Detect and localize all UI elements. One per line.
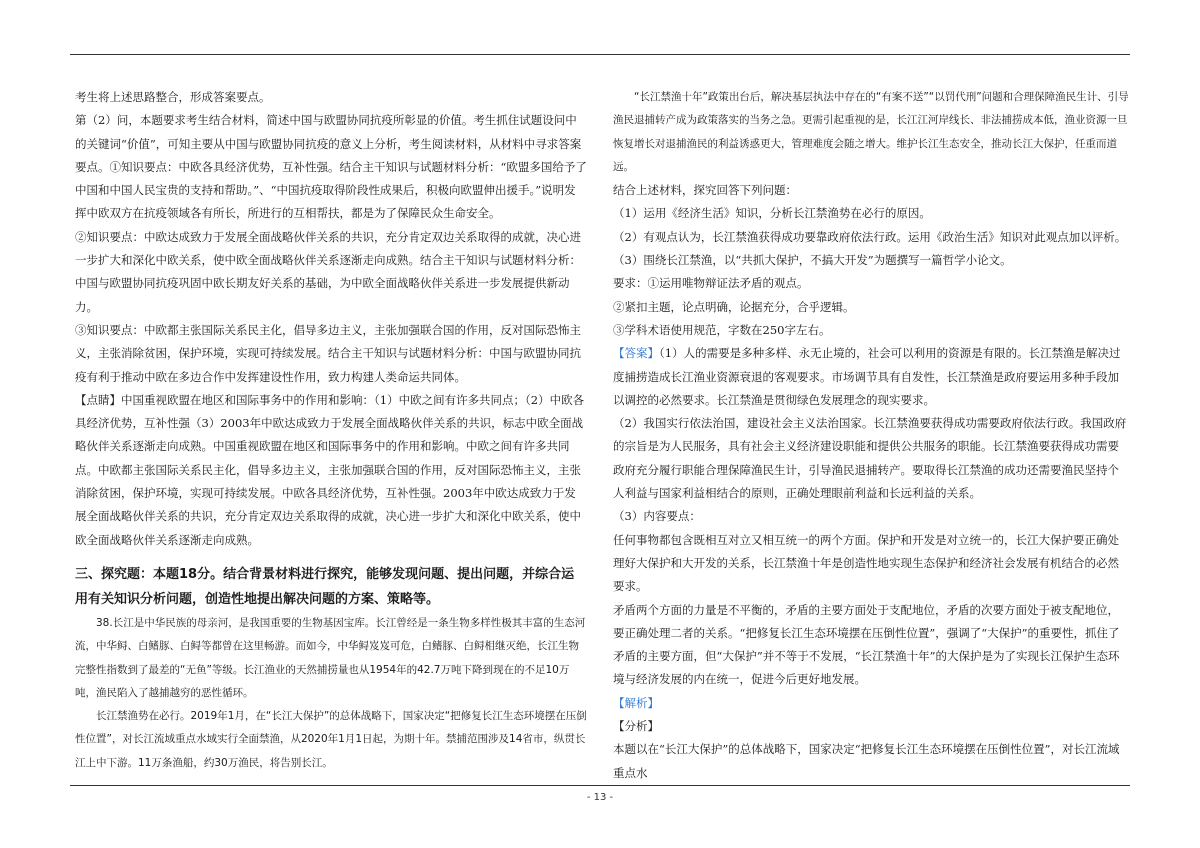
paragraph: 本题以在“长江大保护”的总体战略下，国家决定“把修复长江生态环境摆在压倒性位置”，对长江流域重点水: [613, 742, 1120, 780]
footer-rule: [70, 785, 1130, 786]
paragraph: 结合上述材料，探究回答下列问题：: [613, 183, 797, 198]
right-column: [613, 86, 1130, 785]
requirement: 要求：①运用唯物辩证法矛盾的观点。: [613, 276, 809, 291]
question-2: （2）有观点认为，长江禁渔获得成功要靠政府依法行政。运用《政治生活》知识对此观点加以评析。: [613, 229, 1127, 244]
material-paragraph: “长江禁渔十年”政策出台后，解决基层执法中存在的“有案不送”“以罚代刑”问题和合理保障渔民生计、引导渔民退捕转产成为政策落实的当务之急。更需引起重视的是，长江江河岸线长、非法捕捞成本低，渔业资源一旦恢复增长对退捕渔民的利益诱惑更大，管理难度会随之增大。维护长江生态安全，推动长江大保护，任重而道远。: [613, 91, 1129, 173]
paragraph: 考生将上述思路整合，形成答案要点。: [75, 90, 271, 104]
paragraph: ②知识要点：中欧达成致力于发展全面战略伙伴关系的共识，充分肯定双边关系取得的成就，决心进一步扩大和深化中欧关系，使中欧全面战略伙伴关系逐渐走向成熟。结合主干知识与试题材料分析：中国与欧盟协同抗疫巩固中欧长期友好关系的基础，为中欧全面战略伙伴关系进一步发展提供新动力。: [75, 229, 581, 314]
dianjing-paragraph: 【点睛】中国重视欧盟在地区和国际事务中的作用和影响：（1）中欧之间有许多共同点；（2）中欧各具经济优势，互补性强（3）2003年中欧达成致力于发展全面战略伙伴关系的共识，标志中欧全面战略伙伴关系逐渐走向成熟。中国重视欧盟在地区和国际事务中的作用和影响。中欧之间有许多共同点。中欧都主张国际关系民主化，倡导多边主义，主张加强联合国的作用，反对国际恐怖主义，主张消除贫困，保护环境，实现可持续发展。中欧各具经济优势，互补性强。2003年中欧达成致力于发展全面战略伙伴关系的共识，充分肯定双边关系取得的成就，决心进一步扩大和深化中欧关系，使中欧全面战略伙伴关系逐渐走向成熟。: [75, 392, 585, 547]
paragraph: 任何事物都包含既相互对立又相互统一的两个方面。保护和开发是对立统一的，长江大保护要正确处理好大保护和大开发的关系，长江禁渔十年是创造性地实现生态保护和经济社会发展有机结合的必然要求。: [613, 532, 1119, 594]
requirement: ③学科术语使用规范，字数在250字左右。: [613, 322, 831, 337]
paragraph: 第（2）问，本题要求考生结合材料，简述中国与欧盟协同抗疫所彰显的价值。考生抓住试题设问中的关键词“价值”，可知主要从中国与欧盟协同抗疫的意义上分析，考生阅读材料，从材料中寻求答案要点。①知识要点：中欧各具经济优势，互补性强。结合主干知识与试题材料分析：“欧盟多国给予了中国和中国人民宝贵的支持和帮助。”、“中国抗疫取得阶段性成果后，积极向欧盟伸出援手。”说明发挥中欧双方在抗疫领域各有所长，所进行的互相帮扶，都是为了保障民众生命安全。: [75, 113, 587, 221]
answer-tag: 【答案】: [613, 346, 659, 361]
material-paragraph: 38.长江是中华民族的母亲河，是我国重要的生物基因宝库。长江曾经是一条生物多样性极其丰富的生态河流，中华鲟、白鳍豚、白鲟等都曾在这里畅游。而如今，中华鲟岌岌可危，白鳍豚、白鲟相继灭绝，长江生物完整性指数到了最差的“无鱼”等级。长江渔业的天然捕捞量也从1954年的42.7万吨下降到现在的不足10万吨，渔民陷入了越捕越穷的恶性循环。: [75, 616, 586, 699]
paragraph: ③知识要点：中欧都主张国际关系民主化，倡导多边主义，主张加强联合国的作用，反对国际恐怖主义，主张消除贫困，保护环境，实现可持续发展。结合主干知识与试题材料分析：中国与欧盟协同抗疫有利于推动中欧在多边合作中发挥建设性作用，致力构建人类命运共同体。: [75, 322, 581, 384]
header-rule: [70, 54, 1130, 55]
section-heading: 三、探究题：本题18分。结合背景材料进行探究，能够发现问题、提出问题，并综合运用有关知识分析问题，创造性地提出解决问题的方案、策略等。: [75, 566, 575, 607]
material-paragraph: 长江禁渔势在必行。2019年1月，在“长江大保护”的总体战略下，国家决定“把修复长江生态环境摆在压倒性位置”，对长江流域重点水域实行全面禁渔，从2020年1月1日起，为期十年。禁捕范围涉及14省市，纵贯长江上中下游。11万条渔船，约30万渔民，将告别长江。: [75, 710, 587, 769]
answer-paragraph: [613, 342, 1130, 412]
left-column: [75, 86, 587, 775]
page-number: - 13 -: [586, 792, 614, 803]
question-3: （3）围绕长江禁渔，以“共抓大保护，不搞大开发”为题撰写一篇哲学小论文。: [613, 253, 1012, 268]
requirement: ②紧扣主题，论点明确，论据充分，合乎逻辑。: [613, 299, 855, 314]
paragraph: 矛盾两个方面的力量是不平衡的，矛盾的主要方面处于支配地位，矛盾的次要方面处于被支配地位，要正确处理二者的关系。“把修复长江生态环境摆在压倒性位置”，强调了“大保护”的重要性，抓住了矛盾的主要方面，但“大保护”并不等于不发展，“长江禁渔十年”的大保护是为了实现长江保护生态环境与经济发展的内在统一，促进今后更好地发展。: [613, 602, 1120, 687]
fenxi-tag: 【分析】: [613, 719, 659, 734]
paragraph: （3）内容要点：: [613, 509, 701, 524]
paragraph: （2）我国实行依法治国，建设社会主义法治国家。长江禁渔要获得成功需要政府依法行政。我国政府的宗旨是为人民服务，具有社会主义经济建设职能和提供公共服务的职能。长江禁渔要获得成功需要政府充分履行职能合理保障渔民生计，引导渔民退捕转产。要取得长江禁渔的成功还需要渔民坚持个人利益与国家利益相结合的原则，正确处理眼前利益和长远利益的关系。: [613, 416, 1127, 501]
question-1: （1）运用《经济生活》知识，分析长江禁渔势在必行的原因。: [613, 206, 931, 221]
answer-text: （1）人的需要是多种多样、永无止境的，社会可以利用的资源是有限的。长江禁渔是解决过度捕捞造成长江渔业资源衰退的客观要求。市场调节具有自发性，长江禁渔是政府要运用多种手段加以调控的必然要求。长江禁渔是贯彻绿色发展理念的现实要求。: [613, 346, 1121, 407]
analysis-tag: 【解析】: [613, 695, 659, 710]
